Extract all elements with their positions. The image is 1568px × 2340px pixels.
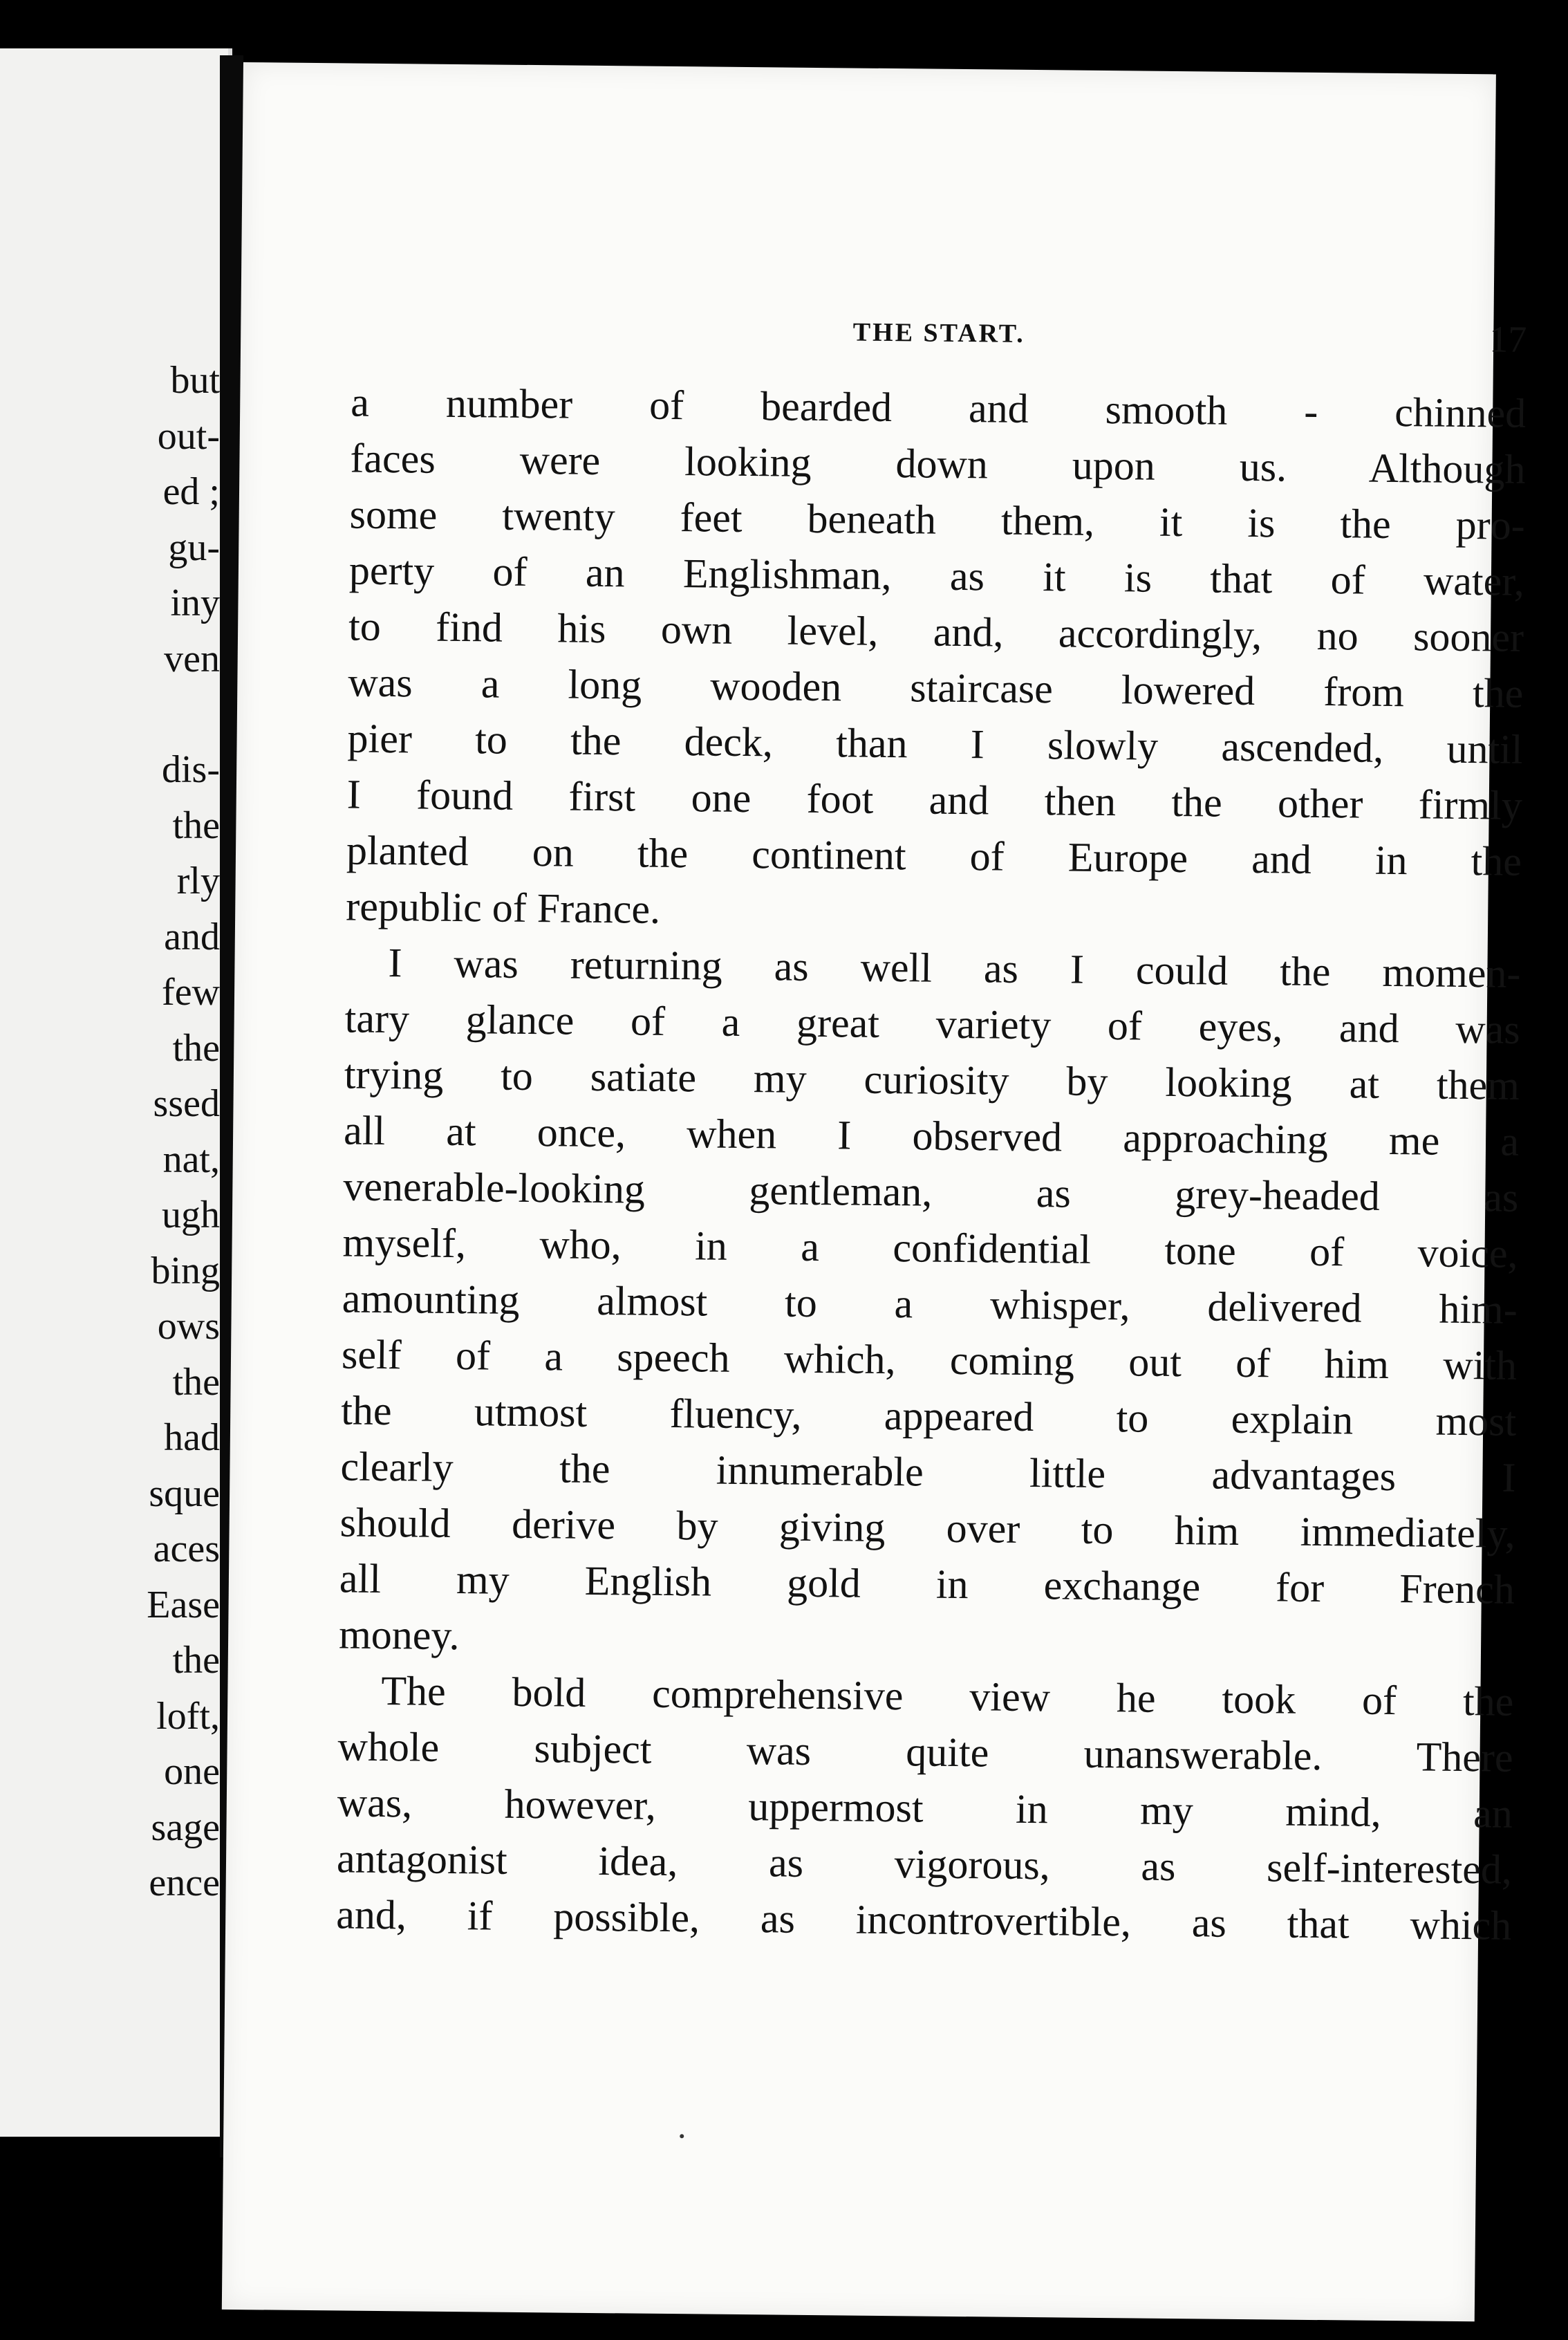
text-line: amounting almost to a whisper, delivered him- — [342, 1275, 1518, 1332]
text-line: trying to satiate my curiosity by looking at them — [344, 1051, 1520, 1108]
previous-page-fragment-line: gu- — [168, 526, 220, 569]
text-line: faces were looking down upon us. Although — [350, 435, 1526, 492]
text-line: perty of an Englishman, as it is that of water, — [348, 547, 1525, 604]
previous-page-fragment-line: ven — [164, 637, 220, 680]
previous-page-fragment-line: sque — [149, 1471, 220, 1515]
previous-page-fragment-line: iny — [170, 582, 220, 624]
previous-page-fragment-line: but — [170, 359, 220, 402]
previous-page-fragment-line: ugh — [162, 1194, 220, 1236]
body-text — [336, 375, 1527, 1954]
text-line: all my English gold in exchange for French — [339, 1555, 1515, 1613]
book-page — [222, 62, 1527, 2321]
text-line: pier to the deck, than I slowly ascended, until — [347, 715, 1523, 772]
previous-page-fragment-line: out- — [157, 414, 220, 458]
text-line: and, if possible, as incontrovertible, as that which — [335, 1891, 1512, 1949]
previous-page-fragment-line: ed ; — [162, 470, 220, 513]
previous-page-fragment-line: Ease — [147, 1583, 220, 1626]
previous-page-fragment-line: aces — [153, 1528, 220, 1570]
previous-page-fragment-line: ows — [157, 1305, 220, 1348]
fragment-gap — [0, 687, 220, 742]
text-line: I found first one foot and then the other firmly — [346, 771, 1523, 828]
text-line: antagonist idea, as vigorous, as self-interested, — [336, 1835, 1513, 1893]
running-head — [351, 313, 1527, 379]
text-line: planted on the continent of Europe and in the — [346, 827, 1522, 884]
text-line: to find his own level, and, accordingly, no sooner — [348, 603, 1524, 660]
paragraph — [346, 375, 1527, 946]
text-line: myself, who, in a confidential tone of voice, — [342, 1219, 1518, 1276]
page-number: 17 — [1488, 318, 1527, 360]
previous-page-fragment-line: the — [172, 1639, 220, 1682]
previous-page-fragment-line: ssed — [153, 1082, 220, 1125]
print-speck — [680, 2134, 684, 2138]
text-line: I was returning as well as I could the momen- — [388, 940, 1521, 996]
previous-page-fragment-line: the — [172, 804, 220, 847]
previous-page-fragment-line: ence — [149, 1861, 220, 1904]
previous-page-fragment-line: dis- — [162, 748, 220, 791]
previous-page-fragment-line: few — [162, 971, 220, 1014]
text-line: all at once, when I observed approaching me a — [343, 1107, 1520, 1164]
previous-page-fragment-line: nat, — [162, 1138, 220, 1181]
previous-page-fragment-line: the — [172, 1360, 220, 1404]
text-line: a number of bearded and smooth - chinned — [350, 379, 1527, 436]
text-line: whole subject was quite unanswerable. There — [337, 1723, 1513, 1781]
previous-page-fragment-line: loft, — [156, 1694, 220, 1738]
text-line: some twenty feet beneath them, it is the pro- — [349, 491, 1525, 548]
previous-page-fragment-line: and — [164, 915, 220, 958]
text-line: was, however, uppermost in my mind, an — [337, 1779, 1513, 1837]
previous-page-fragment — [0, 48, 232, 2137]
running-title: THE START. — [852, 317, 1025, 349]
paragraph — [336, 1662, 1514, 1953]
text-line: was a long wooden staircase lowered from the — [348, 659, 1524, 716]
text-line: should derive by giving over to him immediately, — [339, 1499, 1515, 1557]
text-line: the utmost fluency, appeared to explain most — [340, 1387, 1517, 1445]
paragraph — [339, 934, 1521, 1673]
previous-page-line-endings — [0, 353, 220, 1911]
text-line: clearly the innumerable little advantages I — [340, 1443, 1516, 1501]
previous-page-fragment-line: rly — [176, 860, 220, 902]
text-line: tary glance of a great variety of eyes, and was — [344, 995, 1520, 1052]
previous-page-fragment-line: the — [172, 1026, 220, 1070]
text-line: republic of France. — [345, 883, 661, 932]
previous-page-fragment-line: had — [164, 1416, 220, 1459]
previous-page-fragment-line: sage — [151, 1805, 220, 1849]
previous-page-fragment-line: one — [164, 1750, 220, 1793]
text-line: venerable-looking gentleman, as grey-headed as — [343, 1163, 1519, 1220]
previous-page-fragment-line: bing — [151, 1249, 220, 1292]
text-line: The bold comprehensive view he took of the — [381, 1668, 1514, 1725]
text-line: money. — [338, 1611, 460, 1659]
text-line: self of a speech which, coming out of him with — [341, 1331, 1518, 1389]
